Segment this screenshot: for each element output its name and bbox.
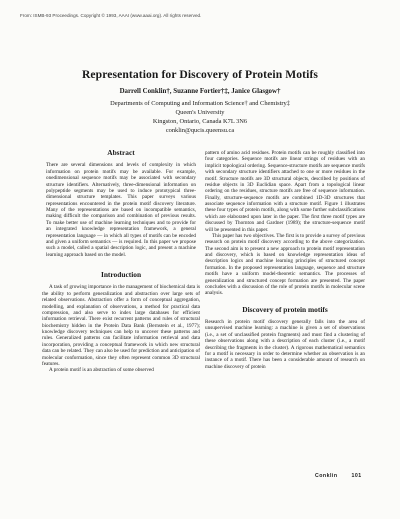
footer-author: Conklin: [315, 473, 338, 479]
copyright-notice: From: ISMB-93 Proceedings. Copyright © 1993, AAAI (www.aaai.org). All rights reserved.: [20, 13, 202, 18]
contact-email: conklin@qucis.queensu.ca: [165, 127, 235, 134]
body-paragraph: pattern of amino acid residues. Protein motifs can be roughly classified into four categories. Sequence motifs are linear strings of residues with an implicit topological ordering. Sequence-structure motifs are sequence motifs with secondary structure identifiers attached to one or more residues in the motif. Structure motifs are 3D structural objects, described by positions of residue objects in 3D Euclidian space. Apart from a topological linear ordering on the residues, structure motifs are free of sequence information. Finally, structure-sequence motifs are combined 1D-3D structures that associate sequence information with a structure motif. Figure 1 illustrates these four types of protein motifs, along with some further subclassifications which are elaborated upon later in the paper. The first three motif types are discussed by Thornton and Gardner (1989); the structure-sequence motif will be presented in this paper.: [205, 150, 365, 233]
abstract-text: There are several dimensions and levels of complexity in which information on protein motifs may be available. For example, onedimensional sequence motifs may be associated with secondary structure identifiers. Alternatively, three-dimensional information on polypeptide segments may be used to induce prototypical three-dimensional structure templates. This paper surveys various representations encountered in the protein motif discovery literature. Many of the representations are based on incompatible semantics, making difficult the comparison and combination of previous results. To make better use of machine learning techniques and to provide for an integrated knowledge representation framework, a general representation language — in which all types of motifs can be encoded and given a uniform semantics — is required. In this paper we propose such a model, called a spatial description logic, and present a machine learning approach based on the model.: [46, 162, 196, 258]
discovery-heading: Discovery of protein motifs: [242, 304, 328, 314]
left-column: [42, 150, 200, 374]
affiliation-university: Queen's University: [175, 109, 225, 116]
abstract-heading: Abstract: [107, 148, 135, 157]
abstract: [42, 162, 200, 258]
affiliation-address: Kingston, Ontario, Canada K7L 3N6: [152, 118, 248, 125]
affiliation-departments: Departments of Computing and Information Science† and Chemistry‡: [110, 100, 290, 107]
introduction-heading: Introduction: [100, 270, 142, 279]
author-list: Darrell Conklin†, Suzanne Fortier†‡, Janice Glasgow†: [119, 88, 281, 95]
page-number: 101: [351, 473, 362, 479]
intro-paragraph: A task of growing importance in the management of biochemical data is the ability to perform generalization and abstraction over large sets of related observations. Abstraction offer a form of conceptual aggregation, modelling, and explanation of observations, a method for practical data compression, and also serve to index large databases for efficient information retrieval. There exist recurrent patterns and rules of structural biochemistry hidden in the Protein Data Bank (Bernstein et al., 1977); knowledge discovery techniques can help to uncover these patterns and rules. Generalized patterns can facilitate information retrieval and data incorporation, providing a conceptual framework in which new structural data can be related. They can also be used for prediction and anticipation of molecular conformation, since they often represent common 3D structural features.: [42, 284, 200, 367]
right-column: [205, 150, 365, 370]
intro-paragraph: A protein motif is an abstraction of some observed: [49, 367, 154, 374]
paper-title: Representation for Discovery of Protein Motifs: [81, 68, 319, 81]
page-footer: [315, 473, 362, 479]
body-paragraph: This paper has two objectives. The first is to provide a survey of previous research on protein motif discovery according to the above categorization. The second aim is to present a new approach to protein motif representation and discovery, which is based on knowledge representation ideas of description logics and machine learning principles of structured concept formation. In the proposed representation language, sequence and structure motifs have a uniform model-theoretic semantics. The processes of generalization and structured concept formation are presented. The paper concludes with a discussion of the role of protein motifs in molecular scene analysis.: [205, 232, 365, 297]
discovery-text: Research in protein motif discovery generally falls into the area of unsupervised machine learning: a machine is given a set of observations (i.e., a set of unclassified protein fragments) and must find a clustering of these observations along with a description of each cluster (i.e., a motif describing the fragments in the cluster). A rigorous mathematical semantics for a motif is necessary in order to determine whether an observation is an instance of a motif. There has been a considerable amount of research on machine discovery of protein: [205, 319, 365, 370]
